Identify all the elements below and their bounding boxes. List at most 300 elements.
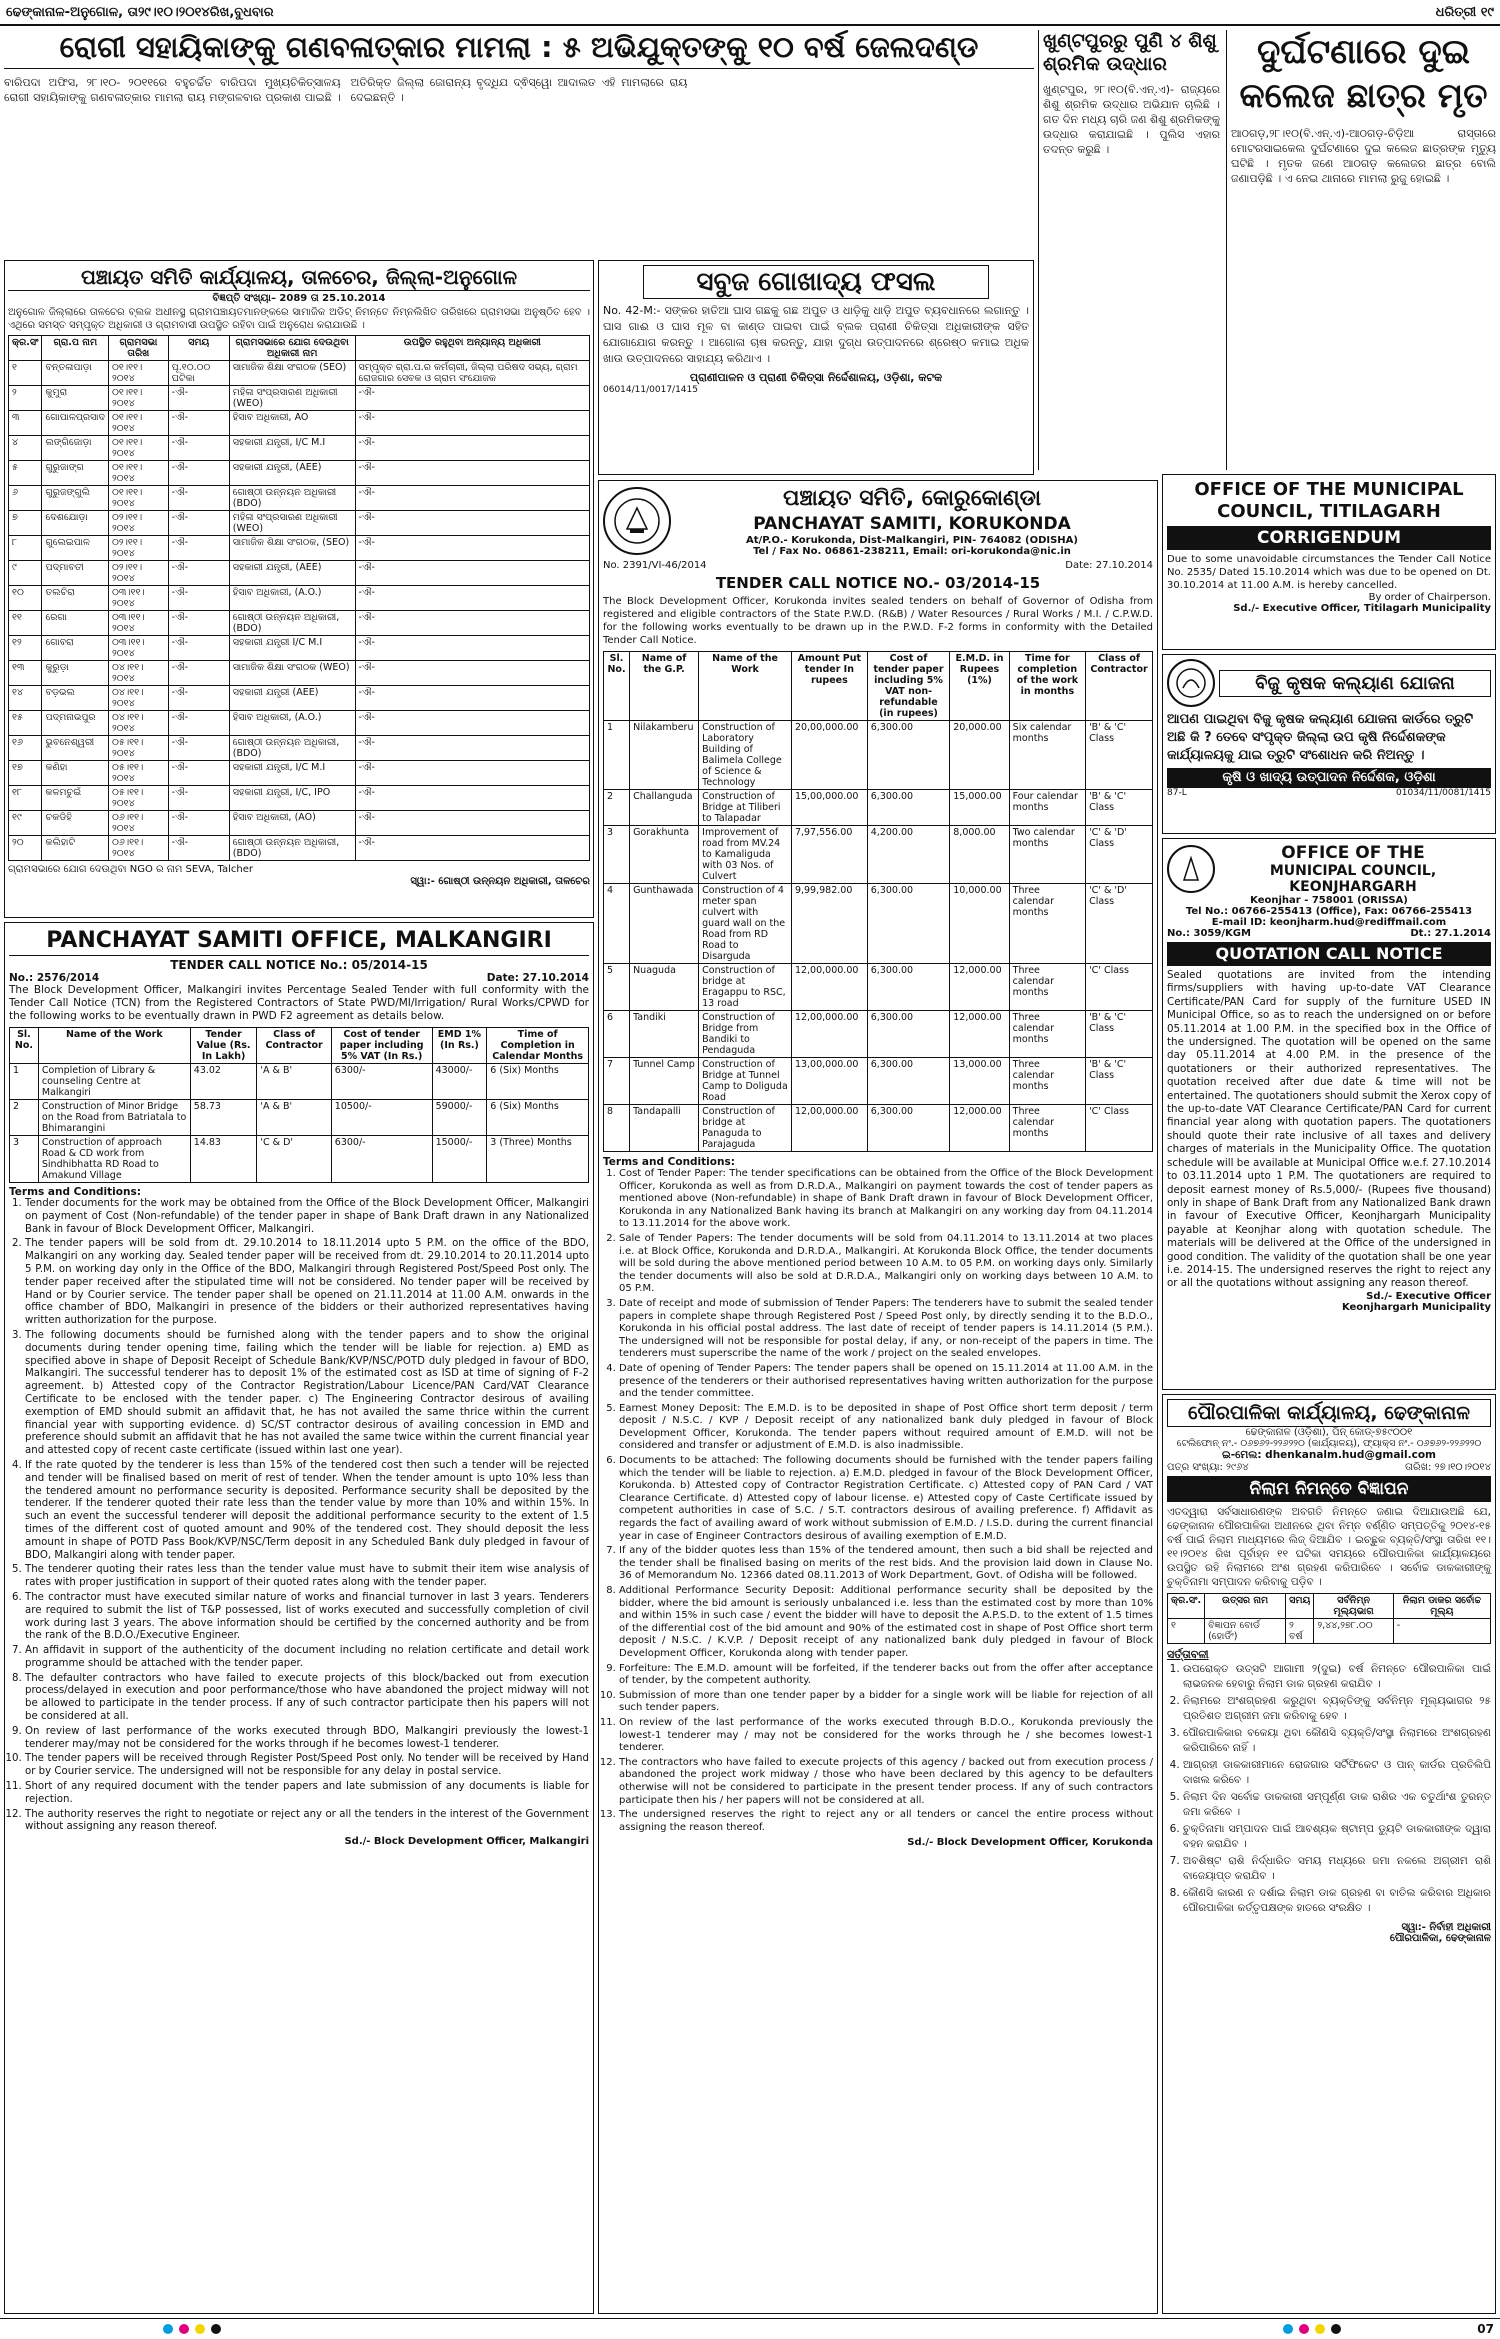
table-cell: ସାମାଜିକ ଶିକ୍ଷା ସଂଗଠକ (WEO)	[229, 661, 355, 686]
table-cell: -ଐ-	[168, 611, 229, 636]
term-item: 7. If any of the bidder quotes less than 15% of the tendered amount, then such a bid shall be rejected and the tender shall be finalised basing on merits of the rest bids. And the provision laid down in Clause No. 36 of Memorandum No. 12366 dated 08.11.2013 of Work Department, Govt. of Odisha will be followed.	[619, 1545, 1153, 1583]
yellow-registration-dot	[1315, 2324, 1325, 2334]
corrigendum-band: CORRIGENDUM	[1167, 526, 1491, 550]
letter-date: Date: 27.10.2014	[1065, 560, 1153, 571]
ad-title: ସବୁଜ ଗୋଖାଦ୍ୟ ଫସଲ	[643, 265, 989, 299]
table-cell: Three calendar months	[1009, 1058, 1085, 1105]
table-cell: 'B' & 'C' Class	[1086, 721, 1153, 790]
table-row	[9, 361, 590, 386]
table-cell: ୦୧।୧୧।୨୦୧୪	[109, 411, 169, 436]
table-cell: ୧୯	[9, 811, 42, 836]
letter-number: No.: 2576/2014	[9, 972, 100, 984]
table-cell: ୫	[9, 461, 42, 486]
ad-issuer: ପ୍ରାଣୀପାଳନ ଓ ପ୍ରାଣୀ ଚିକିତ୍ସା ନିର୍ଦ୍ଦେଶାଳୟ, ଓଡ଼ିଶା, କଟକ	[689, 371, 943, 384]
works-table	[603, 651, 1153, 1152]
table-cell: Construction of bridge at Panaguda to Parajaguda	[699, 1105, 792, 1152]
terms-heading: Terms and Conditions:	[9, 1186, 141, 1198]
term-item: 1. ଉପରୋକ୍ତ ଉତ୍ସଟି ଆଗାମୀ ୨(ଦୁଇ) ବର୍ଷ ନିମନ୍ତେ ପୌରପାଳିକା ପାଇଁ ଲାଭଜନକ ହେବାରୁ ନିଲାମ ଡାକ ଗ୍ରହଣ କରାଯିବ ।	[1183, 1662, 1491, 1692]
office-telephone: Tel No.: 06766-255413 (Office), Fax: 06766-255413	[1185, 906, 1473, 917]
table-row	[604, 1058, 1153, 1105]
term-item: 6. ଚୁକ୍ତିନାମା ସମ୍ପାଦନ ପାଇଁ ଆବଶ୍ୟକ ଷ୍ଟାମ୍ପ ଡ୍ୟୁଟି ଡାକକାରୀଙ୍କ ଦ୍ୱାରା ବହନ କରାଯିବ ।	[1183, 1822, 1491, 1852]
korukonda-tender-notice	[598, 480, 1158, 2314]
table-cell: 14.83	[190, 1136, 257, 1183]
table-cell: 6 (Six) Months	[487, 1100, 589, 1136]
table-cell: 13,00,000.00	[791, 1058, 867, 1105]
table-row	[9, 686, 590, 711]
office-email: ଇ-ମେଲ: dhenkanalm.hud@gmail.com	[1221, 1449, 1437, 1461]
table-cell: -ଐ-	[355, 636, 589, 661]
black-registration-dot	[1331, 2324, 1341, 2334]
column-header: ନିଲାମ ଡାକର ସର୍ବୋଚ୍ଚ ମୂଲ୍ୟ	[1393, 1594, 1490, 1619]
term-item: 1. Tender documents for the work may be obtained from the Office of the Block Development Officer, Malkangiri on payment of Cost (Non-refundable) of the tender paper in shape of Bank Draft drawn in any Nationalized Bank in favour of Block Development Officer, Malkangiri.	[25, 1198, 589, 1236]
terms-list	[603, 1168, 1153, 1834]
table-cell: Three calendar months	[1009, 1011, 1085, 1058]
term-item: 6. The contractor must have executed similar nature of works and financial turnover in last 3 years. Tenderers are required to submit the list of T&P possessed, list of works executed and successfully completion of civil work during last 3 years. The above information should be certified by the concerned authority and be from the rank of the B.D.O./Executive Engineer.	[25, 1592, 589, 1643]
table-cell: 6,300.00	[867, 884, 950, 964]
auction-table	[1167, 1593, 1491, 1644]
story-body: ବାରିପଦା ଅଫିସ, ୨୮।୧୦- ୨୦୧୧ରେ ବହୁଚର୍ଚ୍ଚିତ ବାରିପଦା ମୁଖ୍ୟଚିକିତ୍ସାଳୟ ରୋଗୀ ସହାୟିକାଙ୍କୁ ଗଣବଳାତ୍କାର ମାମଲା ରାୟ ମଙ୍ଗଳବାର ପ୍ରକାଶ ପାଇଛି । ଅତିରିକ୍ତ ଜିଲ୍ଲା ଜୋରାନ୍ୟ ବୃଦ୍ଧିଯ ଦ୍ଵିସ୍ୱୋ ଆଦାଲତ ଏହି ମାମଲାରେ ରାୟ ଦେଇଛନ୍ତି ।	[4, 76, 688, 104]
page-folio: ଧରିତ୍ରୀ ୧୯	[1435, 5, 1494, 20]
masthead-bar	[0, 0, 1500, 26]
table-row	[10, 1064, 589, 1100]
table-cell: ସହକାରୀ ଯନ୍ତ୍ରୀ I/C M.I	[229, 636, 355, 661]
table-cell: 6,300.00	[867, 721, 950, 790]
table-cell: -ଐ-	[168, 661, 229, 686]
story-body: ଆଠଗଡ଼,୨୮।୧୦(ବି.ଏନ୍.ଏ)-ଆଠଗଡ଼-ଚିଡ଼ିଆ ରାସ୍ତାରେ ମୋଟରସାଇକେଲ ଦୁର୍ଘଟଣାରେ ଦୁଇ କଲେଜ ଛାତ୍ରଙ୍କ ମୃତ୍ୟୁ ଘଟିଛି । ମୃତକ ଜଣେ ଆଠଗଡ଼ କଲେଜର ଛାତ୍ର ବୋଲି ଜଣାପଡ଼ିଛି । ଏ ନେଇ ଥାନାରେ ମାମଲା ରୁଜୁ ହୋଇଛି ।	[1231, 127, 1496, 185]
term-item: 4. If the rate quoted by the tenderer is less than 15% of the tendered cost then such a tender will be rejected and tender will be finalised based on merit of rest of tender. When the tender amount is upto 10% less than the tendered amount no performance security is deposited. Performance security shall be deposited by the tenderer. If the tenderer quoted their rate less than the tender value by more than 10% and within 15%. In such an event the successful tenderer will deposit the additional performance security to the extent of 1.5 times of the different cost of quoted amount and 90% of the tendered cost. They should deposit the less amount in shape of POTD Pass Book/KVP/NSC/Term deposit in any Scheduled Bank duly pledged in favour of BDO, Malkangiri along with tender paper.	[25, 1460, 589, 1562]
table-cell: ସାମାଜିକ ଶିକ୍ଷା ସଂଗଠକ (SEO)	[229, 361, 355, 386]
table-cell: 6,300.00	[867, 790, 950, 826]
table-cell: 12,00,000.00	[791, 1011, 867, 1058]
table-cell: ୦୪।୧୧।୨୦୧୪	[109, 711, 169, 736]
notice-title: ପୌରପାଳିକା କାର୍ଯ୍ୟାଳୟ, ଢେଙ୍କାନାଳ	[1167, 1399, 1491, 1427]
table-cell: ୦୫।୧୧।୨୦୧୪	[109, 736, 169, 761]
table-cell: ୦୨।୧୧।୨୦୧୪	[109, 511, 169, 536]
column-header: Sl. No.	[604, 652, 630, 721]
titilagarh-corrigendum	[1162, 474, 1496, 650]
table-cell: 6,300.00	[867, 1105, 950, 1152]
table-cell: -ଐ-	[355, 736, 589, 761]
table-cell: ଗୋପାଳପ୍ରସାଦ	[42, 411, 109, 436]
table-cell: ୧	[9, 361, 42, 386]
notice-title: ପଞ୍ଚାୟତ ସମିତି କାର୍ଯ୍ୟାଳୟ, ତାଳଚେର, ଜିଲ୍ଲା-ଅନୁଗୋଳ	[8, 264, 590, 291]
table-cell: 'C' Class	[1086, 964, 1153, 1011]
term-item: 11. Short of any required document with the tender papers and late submission of any documents is liable for rejection.	[25, 1781, 589, 1807]
table-cell: 'C & D'	[257, 1136, 331, 1183]
term-item: 10. Submission of more than one tender paper by a bidder for a single work will be liable for rejection of all such tender papers.	[619, 1690, 1153, 1715]
notice-intro: ଅନୁଗୋଳ ଜିଲ୍ଲାରେ ତାଳଚେର ବ୍ଲକ ଅଧୀନସ୍ଥ ଗ୍ରାମପଞ୍ଚାୟତମାନଙ୍କରେ ସାମାଜିକ ଅଡିଟ୍ ନିମନ୍ତେ ନିମ୍ନଲିଖିତ ତାରିଖରେ ଗ୍ରାମସଭା ଅନୁଷ୍ଠିତ ହେବ । ଏଥିରେ ସମସ୍ତ ସମ୍ପୃକ୍ତ ଅଧିକାରୀ ଓ ଗ୍ରାମବାସୀ ଉପସ୍ଥିତ ରହିବା ପାଇଁ ଅନୁରୋଧ କରାଯାଉଛି ।	[8, 307, 590, 331]
table-cell: ଗୁଲେଇପାଳ	[42, 536, 109, 561]
odisha-emblem-icon	[603, 487, 671, 555]
notice-title: PANCHAYAT SAMITI, KORUKONDA	[753, 514, 1071, 534]
letter-date: Dt.: 27.1.2014	[1410, 928, 1491, 939]
column-header: Name of the Work	[699, 652, 792, 721]
table-row	[604, 826, 1153, 884]
table-cell: Three calendar months	[1009, 964, 1085, 1011]
story-headline: ରୋଗୀ ସହାୟିକାଙ୍କୁ ଗଣବଳାତ୍କାର ମାମଲା : ୫ ଅଭିଯୁକ୍ତଙ୍କୁ ୧୦ ବର୍ଷ ଜେଲଦଣ୍ଡ	[4, 30, 1034, 69]
term-item: 8. The defaulter contractors who have failed to execute projects of this block/backed out from execution process/delayed in execution and poor performance/those who have abandoned the project midway will not be allowed to participate in the tender process. If any of such contractor participate then his papers will not be considered at all.	[25, 1673, 589, 1724]
table-row	[9, 511, 590, 536]
table-row	[604, 1011, 1153, 1058]
table-cell: ମହିଳା ସଂପ୍ରସାରଣ ଅଧିକାରୀ (WEO)	[229, 386, 355, 411]
table-row	[9, 736, 590, 761]
table-cell: ୧୫	[9, 711, 42, 736]
table-cell: ସମ୍ପୃକ୍ତ ଗ୍ରା.ପ.ର କର୍ମଚାରୀ, ଜିଲ୍ଲା ପରିଷଦ ସଭ୍ୟ, ଗ୍ରାମ ରୋଜଗାର ସେବକ ଓ ଗ୍ରାମ ସଂଯୋଜକ	[355, 361, 589, 386]
column-header: E.M.D. in Rupees (1%)	[950, 652, 1009, 721]
table-cell: 2	[10, 1100, 39, 1136]
cyan-registration-dot	[1283, 2324, 1293, 2334]
table-cell: -ଐ-	[355, 786, 589, 811]
table-cell: ଭୁବନେଶ୍ୱରୀ	[42, 736, 109, 761]
cyan-registration-dot	[163, 2324, 173, 2334]
table-cell: -ଐ-	[168, 386, 229, 411]
table-cell: ୨,୪୪,୨୭୮.୦୦	[1314, 1619, 1393, 1644]
column-header: Class of Contractor	[257, 1028, 331, 1064]
signature: Sd./- Executive Officer, Titilagarh Municipality	[1233, 603, 1491, 614]
news-story-child-labour	[1038, 30, 1220, 470]
term-item: 5. ନିଲାମ ଦିନ ସର୍ବୋଚ୍ଚ ଡାକକାରୀ ସମ୍ପୂର୍ଣ୍ଣ ଡାକ ରାଶିର ଏକ ଚତୁର୍ଥାଂଶ ତୁରନ୍ତ ଜମା କରିବେ ।	[1183, 1790, 1491, 1820]
term-item: 3. ପୌରପାଳିକାର ବକେୟା ଥିବା କୌଣସି ବ୍ୟକ୍ତି/ସଂସ୍ଥା ନିଲାମରେ ଅଂଶଗ୍ରହଣ କରିପାରିବେ ନାହିଁ ।	[1183, 1726, 1491, 1756]
signature-line2: ପୌରପାଳିକା, ଢେଙ୍କାନାଳ	[1389, 1933, 1491, 1944]
table-cell: 6 (Six) Months	[487, 1064, 589, 1100]
letter-date: Date: 27.10.2014	[486, 972, 589, 984]
column-header: କ୍ର.ସଂ	[9, 336, 42, 361]
column-header: ସର୍ବନିମ୍ନ ମୂଲ୍ୟଭାଗ	[1314, 1594, 1393, 1619]
table-cell: ଦେଶଯୋଡ଼ା	[42, 511, 109, 536]
table-cell: -ଐ-	[168, 436, 229, 461]
table-cell: -ଐ-	[168, 761, 229, 786]
table-cell: -ଐ-	[355, 661, 589, 686]
registration-marks	[160, 2324, 224, 2337]
table-cell: 12,000.00	[950, 1011, 1009, 1058]
table-row	[9, 811, 590, 836]
signature: ସ୍ୱା:- ଗୋଷ୍ଠୀ ଉନ୍ନୟନ ଅଧିକାରୀ, ତାଳଚେର	[410, 876, 590, 887]
table-cell: -	[1393, 1619, 1490, 1644]
letter-number: No. 2391/VI-46/2014	[603, 560, 707, 571]
term-item: 7. An affidavit in support of the authenticity of the document including no relation certificate and detail work programme should be attached with the tender paper.	[25, 1645, 589, 1671]
table-cell: 59000/-	[432, 1100, 487, 1136]
table-cell: -ଐ-	[355, 686, 589, 711]
table-cell: 6300/-	[331, 1136, 432, 1183]
term-item: 12. The authority reserves the right to negotiate or reject any or all the tenders in the interest of the Government without assigning any reason thereof.	[25, 1809, 589, 1835]
table-cell: ବିଜ୍ଞାପନ ବୋର୍ଡ (ହୋର୍ଡିଂ)	[1205, 1619, 1286, 1644]
table-cell: ୦୧।୧୧।୨୦୧୪	[109, 386, 169, 411]
table-cell: -ଐ-	[168, 511, 229, 536]
term-item: 5. The tenderer quoting their rates less than the tender value must have to submit their item wise analysis of rates with proper justification in support of their quoted rates along with the tender paper.	[25, 1564, 589, 1590]
news-story-accident	[1226, 30, 1496, 470]
table-row	[604, 964, 1153, 1011]
table-cell: ସାମାଜିକ ଶିକ୍ଷା ସଂଗଠକ, (SEO)	[229, 536, 355, 561]
table-row	[9, 386, 590, 411]
table-cell: 58.73	[190, 1100, 257, 1136]
table-row	[9, 586, 590, 611]
term-item: 2. The tender papers will be sold from dt. 29.10.2014 to 18.11.2014 upto 5 P.M. on the office of the BDO, Malkangiri on any working day. Sealed tender paper will be received from dt. 29.10.2014 to 20.11.2014 upto 5 P.M. on working day only in the Office of the BDO, Malkangiri through Registered Post/Speed Post only. The tender paper received after the stipulated time will not be considered. No tender paper will be received by Hand or by Courier service. The tender paper shall be opened on 21.11.2014 at 11.00 A.M. onwards in the office chamber of BDO, Malkangiri in presence of the bidders or their authorized representatives having written authorization for the purpose.	[25, 1238, 589, 1328]
table-cell: 4	[604, 884, 630, 964]
table-cell: ପଦ୍ମନାଭପୁର	[42, 711, 109, 736]
ad-code: 06014/11/0017/1415	[603, 385, 698, 395]
tender-intro: The Block Development Officer, Korukonda invites sealed tenders on behalf of Governor of Odisha from registered and eligible contractors of the State P.W.D. (R&B) / Water Resources / Rural Works / M.I. / C.P.W.D. for the following works eventually to be drawn up in the P.W.D. F-2 forms in conformity with the Detailed Tender Call Notice.	[603, 596, 1153, 646]
terms-list	[9, 1198, 589, 1834]
table-row	[9, 661, 590, 686]
gramsabha-schedule-table	[8, 335, 590, 861]
table-cell: ସହକାରୀ ଯନ୍ତ୍ରୀ, I/C M.I	[229, 761, 355, 786]
table-cell: -ଐ-	[168, 736, 229, 761]
table-row	[9, 611, 590, 636]
table-cell: ୦୧।୧୧।୨୦୧୪	[109, 436, 169, 461]
table-cell: ୧୪	[9, 686, 42, 711]
table-row	[604, 1105, 1153, 1152]
table-cell: 43.02	[190, 1064, 257, 1100]
notice-title-line2: COUNCIL, TITILAGARH	[1217, 501, 1441, 522]
table-cell: କଳମଚୁଇଁ	[42, 786, 109, 811]
table-row	[10, 1100, 589, 1136]
table-row	[9, 711, 590, 736]
table-cell: ୦୩।୧୧।୨୦୧୪	[109, 586, 169, 611]
column-header: ଗ୍ରା.ପ ନାମ	[42, 336, 109, 361]
table-cell: 7,97,556.00	[791, 826, 867, 884]
table-cell: Challanguda	[630, 790, 699, 826]
table-cell: 10,000.00	[950, 884, 1009, 964]
table-cell: -ଐ-	[355, 536, 589, 561]
terms-heading: ସର୍ତ୍ତାବଳୀ	[1167, 1648, 1209, 1661]
term-item: 2. Sale of Tender Papers: The tender documents will be sold from 04.11.2014 to 13.11.2014 at two places i.e. at Block Office, Korukonda and D.R.D.A., Malkangiri. At Korukonda Block Office, the tender documents will be sold during the above mentioned period between 10 A.M. to 05 P.M. on working days only. Similarly the tender documents will also be sold at D.R.D.A., Malkangiri only on working days between 10 A.M. to 05 P.M.	[619, 1233, 1153, 1296]
column-header: କ୍ର.ସଂ.	[1168, 1594, 1205, 1619]
table-cell: Improvement of road from MV.24 to Kamaliguda with 03 Nos. of Culvert	[699, 826, 792, 884]
table-cell: 6	[604, 1011, 630, 1058]
office-email: E-mail ID: keonjharm.hud@rediffmail.com	[1211, 917, 1447, 928]
table-cell: କଲିହାଟି	[42, 836, 109, 861]
works-table	[9, 1027, 589, 1183]
table-row	[9, 761, 590, 786]
table-cell: 6,300.00	[867, 1058, 950, 1105]
table-cell: ହିସାବ ଅଧିକାରୀ, (A.O.)	[229, 586, 355, 611]
table-cell: ୦୩।୧୧।୨୦୧୪	[109, 636, 169, 661]
table-cell: -ଐ-	[355, 611, 589, 636]
notice-title-odia: ପଞ୍ଚାୟତ ସମିତି, କୋରୁକୋଣ୍ଡା	[783, 486, 1041, 511]
table-cell: କଣିହା	[42, 761, 109, 786]
table-row	[9, 561, 590, 586]
table-cell: ୧୮	[9, 786, 42, 811]
table-cell: ଗୁରୁଜଙ୍ଗୁଲି	[42, 486, 109, 511]
table-cell: 1	[10, 1064, 39, 1100]
table-row	[1168, 1619, 1491, 1644]
signature-line2: Keonjhargarh Municipality	[1341, 1301, 1491, 1313]
table-cell: -ଐ-	[168, 636, 229, 661]
table-row	[10, 1136, 589, 1183]
dhenkanal-auction-notice	[1162, 1394, 1496, 2314]
table-cell: -ଐ-	[168, 536, 229, 561]
table-row	[9, 836, 590, 861]
table-cell: -ଐ-	[355, 561, 589, 586]
table-cell: -ଐ-	[355, 511, 589, 536]
table-cell: ୦୬।୧୧।୨୦୧୪	[109, 811, 169, 836]
signature-line1: ସ୍ୱା:- ନିର୍ବାହୀ ଅଧିକାରୀ	[1401, 1922, 1491, 1933]
notice-number: ବିଜ୍ଞପ୍ତି ସଂଖ୍ୟା– 2089 ତା 25.10.2014	[212, 293, 386, 304]
term-item: 12. The contractors who have failed to execute projects of this agency / backed out from execution process / abandoned the project work midway / those who have been declared by this agency to be defaulters otherwise will not be considered to participate in the present tender process. If any of such contractors participate then his / her papers will not be considered at all.	[619, 1757, 1153, 1807]
table-row	[9, 486, 590, 511]
table-cell: ସହକାରୀ ଯନ୍ତ୍ରୀ, I/C, IPO	[229, 786, 355, 811]
table-cell: ୦୧।୧୧।୨୦୧୪	[109, 461, 169, 486]
table-row	[604, 721, 1153, 790]
table-cell: ଗୋଷ୍ଠୀ ଉନ୍ନୟନ ଅଧିକାରୀ (BDO)	[229, 486, 355, 511]
table-cell: -ଐ-	[168, 561, 229, 586]
letter-number: No.: 3059/KGM	[1167, 928, 1251, 939]
column-header: Cost of tender paper including 5% VAT non-refundable (in rupees)	[867, 652, 950, 721]
auction-band: ନିଲାମ ନିମନ୍ତେ ବିଜ୍ଞାପନ	[1167, 1476, 1491, 1502]
print-footer	[0, 2318, 1500, 2339]
table-cell: 15,000.00	[950, 790, 1009, 826]
table-cell: 4,200.00	[867, 826, 950, 884]
letter-date: ତାରିଖ: ୨୭।୧୦।୨୦୧୪	[1405, 1462, 1491, 1473]
black-registration-dot	[211, 2324, 221, 2334]
column-header: Cost of tender paper including 5% VAT (In Rs.)	[331, 1028, 432, 1064]
table-cell: 1	[604, 721, 630, 790]
table-cell: -ଐ-	[355, 761, 589, 786]
table-cell: ୨୦	[9, 836, 42, 861]
column-header: ଉତ୍ସର ନାମ	[1205, 1594, 1286, 1619]
magenta-registration-dot	[1299, 2324, 1309, 2334]
department-band: କୃଷି ଓ ଖାଦ୍ୟ ଉତ୍ପାଦନ ନିର୍ଦ୍ଦେଶକ, ଓଡ଼ିଶା	[1167, 768, 1491, 788]
table-cell: ରେଗା	[42, 611, 109, 636]
table-cell: 'A & B'	[257, 1064, 331, 1100]
table-cell: 6,300.00	[867, 964, 950, 1011]
table-cell: 3	[604, 826, 630, 884]
quotation-band: QUOTATION CALL NOTICE	[1167, 942, 1491, 966]
table-cell: 3 (Three) Months	[487, 1136, 589, 1183]
emblem-icon	[1167, 845, 1215, 893]
table-cell: 13,000.00	[950, 1058, 1009, 1105]
fodder-crop-ad	[598, 260, 1034, 475]
table-cell: -ଐ-	[168, 686, 229, 711]
table-cell: 'A & B'	[257, 1100, 331, 1136]
ngo-note: ଗ୍ରାମସଭାରେ ଯୋଗ ଦେଉଥିବା NGO ର ନାମ SEVA, Talcher	[8, 864, 254, 875]
keonjhargarh-quotation-notice	[1162, 838, 1496, 1390]
term-item: 2. ନିଲାମରେ ଅଂଶଗ୍ରହଣ କରୁଥିବା ବ୍ୟକ୍ତିଙ୍କୁ ସର୍ବନିମ୍ନ ମୂଲ୍ୟଭାଗର ୨୫ ପ୍ରତିଶତ ଅଗ୍ରୀମ ଜମା କରିବାକୁ ହେବ ।	[1183, 1694, 1491, 1724]
table-cell: ହିସାବ ଅଧିକାରୀ, (AO)	[229, 811, 355, 836]
table-row	[604, 790, 1153, 826]
term-item: 8. Additional Performance Security Deposit: Additional performance security shall be deposited by the bidder, where the bid amount is seriously unbalanced i.e. less than the estimated cost by more than 10% and within 15% in such case / event the bidder will have to deposit the A.P.S.D. to the extent of 1.5 times of the differential cost of the bid amount and 90% of the estimated cost in shape of Post Office short term deposit / N.S.C. / K.V.P. / Deposit receipt of any nationalized bank duly pledged in favour of Block Development Officer, Korukonda along with tender paper.	[619, 1585, 1153, 1661]
table-cell: 12,00,000.00	[791, 964, 867, 1011]
signature: Sd./- Block Development Officer, Malkangiri	[344, 1836, 589, 1848]
terms-heading: Terms and Conditions:	[603, 1156, 735, 1168]
column-header: Class of Contractor	[1086, 652, 1153, 721]
registration-marks-right	[1280, 2324, 1344, 2337]
table-row	[9, 461, 590, 486]
table-cell: ୩	[9, 411, 42, 436]
table-cell: 12,00,000.00	[791, 1105, 867, 1152]
table-cell: ହିସାବ ଅଧିକାରୀ, (A.O.)	[229, 711, 355, 736]
table-cell: ୦୪।୧୧।୨୦୧୪	[109, 661, 169, 686]
table-cell: Construction of Laboratory Building of Balimela College of Science & Technology	[699, 721, 792, 790]
table-cell: ଗୋବରା	[42, 636, 109, 661]
table-cell: 9,99,982.00	[791, 884, 867, 964]
table-cell: 20,000.00	[950, 721, 1009, 790]
term-item: 11. On review of the last performance of the works executed through B.D.O., Korukonda previously the lowest-1 tenderer may / may not be considered for the works through he / she becomes lowest-1 tenderer.	[619, 1717, 1153, 1755]
table-cell: ୨	[9, 386, 42, 411]
table-cell: Three calendar months	[1009, 1105, 1085, 1152]
term-item: 4. Date of opening of Tender Papers: The tender papers shall be opened on 15.11.2014 at 11.00 A.M. in the presence of the tenderers or their authorised representatives having written authorization for the purpose and the tender committee.	[619, 1363, 1153, 1401]
table-cell: ୦୨।୧୧।୨୦୧୪	[109, 536, 169, 561]
table-cell: Construction of Bridge at Tiliberi to Talapadar	[699, 790, 792, 826]
office-phone: ଟେଲିଫୋନ୍ ନଂ.- ୦୬୭୬୨-୨୨୬୨୨୦ (କାର୍ଯ୍ୟାଳୟ), ଫ୍ୟାକ୍ସ ନଂ.- ୦୬୭୬୨-୨୨୬୨୨୦	[1176, 1438, 1482, 1449]
table-cell: 'C' Class	[1086, 1105, 1153, 1152]
table-cell: 8	[604, 1105, 630, 1152]
table-cell: ୧୨	[9, 636, 42, 661]
table-cell: ୧୭	[9, 761, 42, 786]
biju-krushak-ad	[1162, 654, 1496, 834]
table-cell: Tunnel Camp	[630, 1058, 699, 1105]
column-header: ସମୟ	[168, 336, 229, 361]
term-item: 3. Date of receipt and mode of submission of Tender Papers: The tenderers have to submit the sealed tender papers in complete shape through Registered Post / Speed Post only, by directly sending it to the B.D.O., Korukonda in his official postal address. The last date of receipt of tender papers is 14.11.2014 (5 P.M.). The undersigned will not be responsible for postal delay, if any, or non-receipt of the papers in time. The tenderers must superscribe the name of the work / project on the sealed envelopes.	[619, 1298, 1153, 1361]
table-cell: 7	[604, 1058, 630, 1105]
table-cell: 5	[604, 964, 630, 1011]
column-header: EMD 1% (In Rs.)	[432, 1028, 487, 1064]
table-cell: ସହକାରୀ ଯନ୍ତ୍ରୀ, I/C M.I	[229, 436, 355, 461]
column-header: ଉପସ୍ଥିତ ରହୁଥିବା ଅନ୍ୟାନ୍ୟ ଅଧିକାରୀ	[355, 336, 589, 361]
table-cell: Gorakhunta	[630, 826, 699, 884]
table-cell: 12,000.00	[950, 964, 1009, 1011]
table-row	[9, 436, 590, 461]
table-cell: -ଐ-	[355, 486, 589, 511]
tender-call-heading: TENDER CALL NOTICE No.: 05/2014-15	[170, 958, 428, 972]
table-cell: Three calendar months	[1009, 884, 1085, 964]
column-header: ଗ୍ରାମସଭାରେ ଯୋଗ ଦେଉଥିବା ଅଧିକାରୀ ନାମ	[229, 336, 355, 361]
story-headline: ଦୁର୍ଘଟଣାରେ ଦୁଇ କଲେଜ ଛାତ୍ର ମୃତ	[1239, 32, 1488, 116]
table-row	[9, 636, 590, 661]
table-cell: ୦୬।୧୧।୨୦୧୪	[109, 836, 169, 861]
term-item: 13. The undersigned reserves the right to reject any or all tenders or cancel the entire process without assigning the reason thereof.	[619, 1809, 1153, 1834]
table-cell: -ଐ-	[355, 386, 589, 411]
table-cell: ୧୦	[9, 586, 42, 611]
story-body: ଖୁଣ୍ଟପୁର, ୨୮।୧୦(ବି.ଏନ୍.ଏ)- ରାଜ୍ୟରେ ଶିଶୁ ଶ୍ରମିକ ଉଦ୍ଧାର ଅଭିଯାନ ଚାଲିଛି । ଗତ ଦିନ ମଧ୍ୟ ଚାରି ଜଣ ଶିଶୁ ଶ୍ରମିକଙ୍କୁ ଉଦ୍ଧାର କରାଯାଇଛି । ପୁଲିସ ଏହାର ତଦନ୍ତ କରୁଛି ।	[1043, 83, 1220, 156]
notice-title-line1: OFFICE OF THE	[1281, 843, 1425, 863]
term-item: 7. ଅବଶିଷ୍ଟ ରାଶି ନିର୍ଦ୍ଧାରିତ ସମୟ ମଧ୍ୟରେ ଜମା ନକଲେ ଅଗ୍ରୀମ ରାଶି ବାଜେୟାପ୍ତ କରାଯିବ ।	[1183, 1854, 1491, 1884]
table-cell: 12,000.00	[950, 1105, 1009, 1152]
term-item: 6. Documents to be attached: The following documents should be furnished with the tender papers failing which the tender will be liable to rejection. a) E.M.D. pledged in favour of the Block Development Officer, Korukonda. b) Attested copy of Contractor Registration Certificate. c) Attested copy of PAN Card / VAT Clearance Certificate. d) Attested copy of labour license. e) Attested copy of Caste Certificate issued by competent authorities in case of S.C. / S.T. contractors desirous of availing preference. f) Affidavit as regards the fact of availing award of work without submission of E.M.D. / I.S.D. during the current financial year in case of Engineer Contractors desirous of availing exemption of E.M.D.	[619, 1455, 1153, 1543]
table-cell: -ଐ-	[355, 436, 589, 461]
term-item: 5. Earnest Money Deposit: The E.M.D. is to be deposited in shape of Post Office short term deposit / term deposit / N.S.C. / KVP / Deposit receipt of any nationalized bank duly pledged in favour of Block Development Officer, Korukonda. The tender papers without required amount of E.M.D. will not be considered and transfer or adjustment of E.M.D. is also inadmissible.	[619, 1403, 1153, 1453]
table-cell: Nilakamberu	[630, 721, 699, 790]
notice-body: Due to some unavoidable circumstances the Tender Call Notice No. 2535/ Dated 15.10.2014 which was due to be opened on Dt. 30.10.2014 at 11.00 A.M. is hereby cancelled.	[1167, 554, 1491, 591]
notice-body: Sealed quotations are invited from the intending firms/suppliers with having up-to-date VAT Clearance Certificate/PAN Card for supply of the furniture USED IN Municipal Office, so as to reach the undersigned on or before 05.11.2014 at 1.00 P.M. in the specified box in the Office of the undersigned. The quotation will be opened on the same day 05.11.2014 at 4.00 P.M. in the presence of the quotationers or their authorized representatives. The quotation received after due date & time will not be entertained. The quotationers should submit the Xerox copy of the up-to-date VAT Clearance Certificate/PAN Card for current financial year along with quotation papers. The quotationers should quote their rate inclusive of all taxes and delivery charges of materials in the Municipality Office. The quotation schedule will be available at Municipal Office w.e.f. 27.10.2014 to 03.11.2014 upto 1 P.M. The quotationers are required to deposit earnest money of Rs.5,000/- (Rupees five thousand) only in shape of Bank Draft from any Nationalized Bank drawn in favour of Executive Officer, Keonjhargarh Municipality payable at Keonjhar along with quotation schedule. The materials will be delivered at the Office of the undersigned in good condition. The validity of the quotation shall be one year i.e. 2014-15. The undersigned reserves the right to reject any or all the quotations without assigning any reason thereof.	[1167, 969, 1491, 1290]
edition-dateline: ଢେଙ୍କାନାଳ-ଅନୁଗୋଳ, ତା୨୯।୧୦।୨୦୧୪ରିଖ,ବୁଧବାର	[6, 5, 274, 20]
table-cell: Tandapalli	[630, 1105, 699, 1152]
term-item: 1. Cost of Tender Paper: The tender specifications can be obtained from the Office of the Block Development Officer, Korukonda as well as from D.R.D.A., Malkangiri on payment towards the cost of tender papers as mentioned above (Non-refundable) in shape of Bank Draft drawn in favour of Block Development Officer, Korukonda in any Nationalized Bank having its branch at Malkangiri on any working day from 04.11.2014 to 13.11.2014 for the above work.	[619, 1168, 1153, 1231]
table-cell: ଗୁରୁଜାଙ୍ଗ	[42, 461, 109, 486]
table-cell: Two calendar months	[1009, 826, 1085, 884]
ad-code-left: 87-L	[1167, 788, 1187, 798]
table-cell: ଚକଡିହି	[42, 811, 109, 836]
table-cell: ସହକାରୀ ଯନ୍ତ୍ରୀ, (AEE)	[229, 461, 355, 486]
table-cell: 8,000.00	[950, 826, 1009, 884]
tender-intro: The Block Development Officer, Malkangiri invites Percentage Sealed Tender with full conformity with the Tender Call Notice (TCN) from the Registered Contractors of State PWD/MI/Irrigation/ Rural Works/CPWD for the following works to be eventually drawn in PWD F2 agreement as details below.	[9, 984, 589, 1022]
term-item: 10. The tender papers will be received through Register Post/Speed Post only. No tender will be received by Hand or by Courier service. The undersigned will not be responsible for any delay in postal service.	[25, 1753, 589, 1779]
table-cell: ତଲଚିରା	[42, 586, 109, 611]
table-cell: ଗୋଷ୍ଠୀ ଉନ୍ନୟନ ଅଧିକାରୀ, (BDO)	[229, 836, 355, 861]
table-cell: ୯	[9, 561, 42, 586]
column-header: Tender Value (Rs. In Lakh)	[190, 1028, 257, 1064]
table-cell: Construction of bridge at Eragappu to RSC, 13 road	[699, 964, 792, 1011]
table-cell: Completion of Library & counseling Centre at Malkangiri	[38, 1064, 190, 1100]
table-cell: ୮	[9, 536, 42, 561]
notice-title: PANCHAYAT SAMITI OFFICE, MALKANGIRI	[9, 927, 589, 956]
notice-title-line2: MUNICIPAL COUNCIL, KEONJHARGARH	[1269, 863, 1437, 895]
table-cell: Four calendar months	[1009, 790, 1085, 826]
column-header: ଗ୍ରାମସଭା ତାରିଖ	[109, 336, 169, 361]
term-item: 9. Forfeiture: The E.M.D. amount will be forfeited, if the tenderer backs out from the offer after acceptance of tender, by the competent authority.	[619, 1663, 1153, 1688]
terms-list	[1167, 1662, 1491, 1916]
table-cell: 15,00,000.00	[791, 790, 867, 826]
